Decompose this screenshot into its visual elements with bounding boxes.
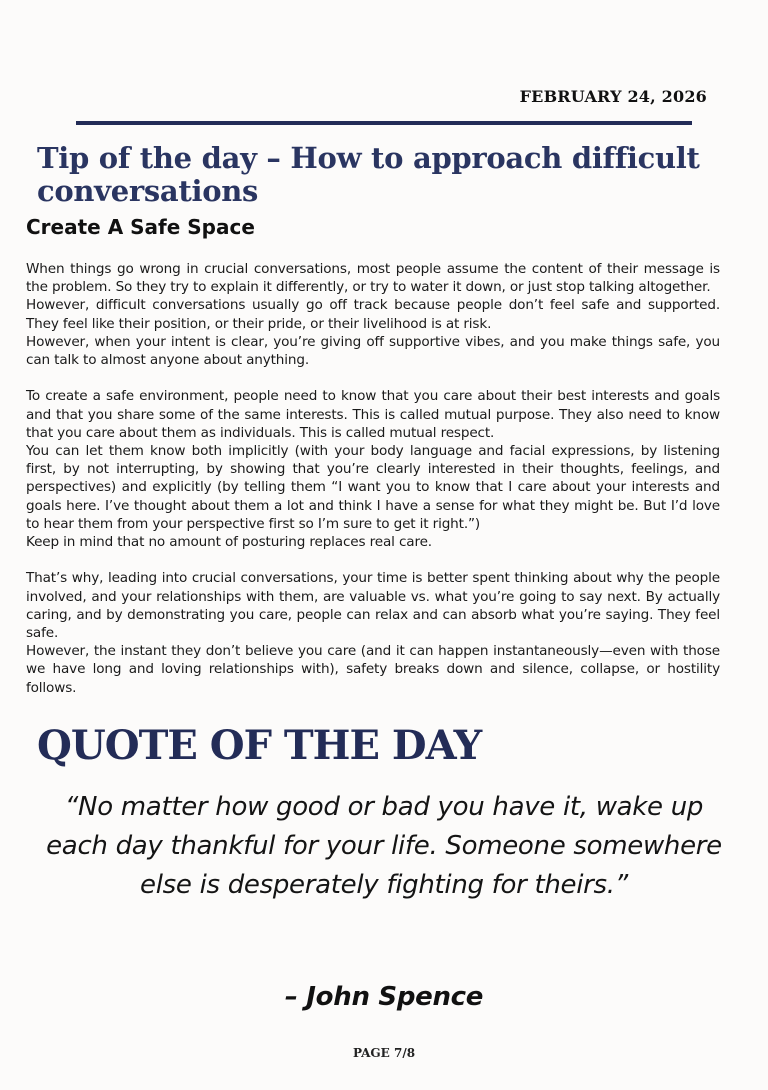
tip-title: Tip of the day – How to approach difficult conversations <box>37 141 700 208</box>
section-heading: Create A Safe Space <box>26 215 255 239</box>
quote-author: – John Spence <box>284 982 484 1012</box>
quote-heading: QUOTE OF THE DAY <box>37 722 482 769</box>
paragraph: However, the instant they don’t believe you care (and it can happen instantaneously—even with those we have long and loving relationships with), safety breaks down and silence, collapse, or hostility follows. <box>26 643 720 696</box>
quote-text: “No matter how good or bad you have it, wake up each day thankful for your life. Someone somewhere else is desperately fighting for theirs.” <box>46 792 722 900</box>
paragraph: That’s why, leading into crucial conversations, your time is better spent thinking about why the people involved, and your relationships with them, are valuable vs. what you’re going to say next. By actually caring, and by demonstrating you care, people can relax and can absorb what you’re saying. They feel safe. <box>26 570 720 642</box>
paragraph: You can let them know both implicitly (with your body language and facial expressions, by listening first, by not interrupting, by showing that you’re clearly interested in their thoughts, feelings, and perspectives) and explicitly (by telling them “I want you to know that I care about your interests and goals here. I’ve thought about them a lot and think I have a sense for what they might be. But I’d love to hear them from your perspective first so I’m sure to get it right.”) <box>26 443 720 532</box>
paragraph-gap <box>26 551 720 569</box>
paragraph: However, difficult conversations usually go off track because people don’t feel safe and supported. They feel like their position, or their pride, or their livelihood is at risk. <box>26 297 720 332</box>
paragraph: Keep in mind that no amount of posturing replaces real care. <box>26 534 432 551</box>
paragraph: However, when your intent is clear, you’re giving off supportive vibes, and you make things safe, you can talk to almost anyone about anything. <box>26 333 720 369</box>
date-label: FEBRUARY 24, 2026 <box>519 87 707 106</box>
paragraph: When things go wrong in crucial conversations, most people assume the content of their message is the problem. So they try to explain it differently, or try to water it down, or just stop talking altogether. <box>26 261 720 296</box>
page-number: PAGE 7/8 <box>352 1046 416 1060</box>
paragraph: To create a safe environment, people need to know that you care about their best interests and goals and that you share some of the same interests. This is called mutual purpose. They also need to know that you care about them as individuals. This is called mutual respect. <box>26 388 720 441</box>
paragraph-gap <box>26 369 720 387</box>
header-divider <box>76 121 692 125</box>
article-body <box>26 260 720 697</box>
